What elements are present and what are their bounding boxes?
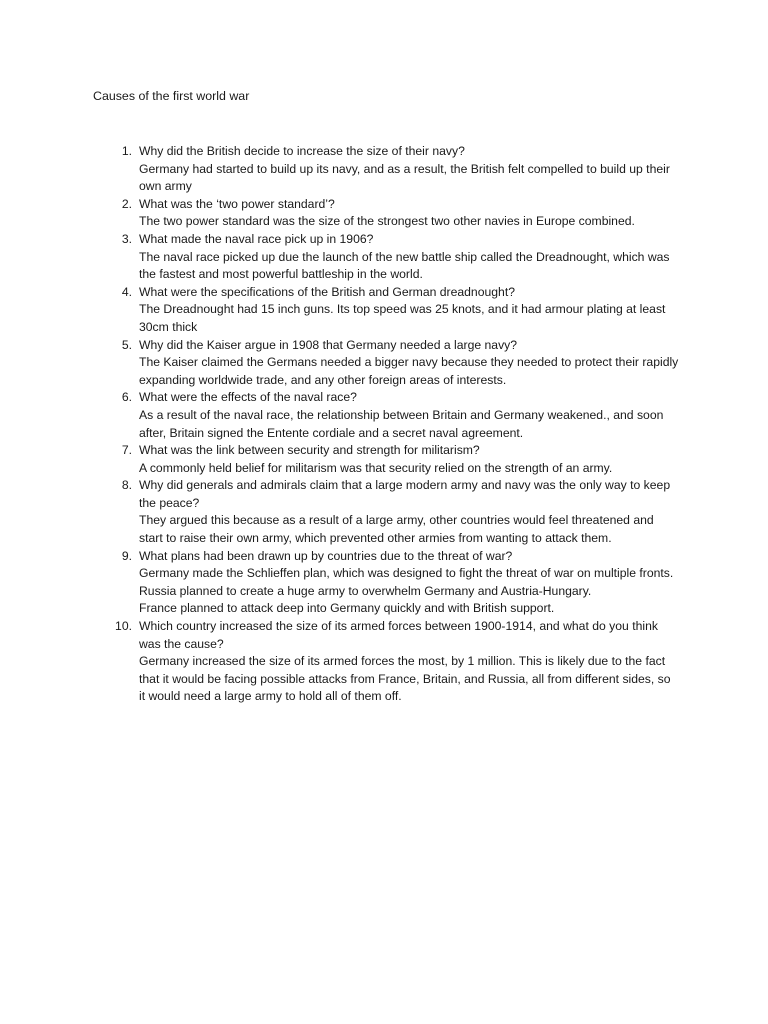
answer-text: Russia planned to create a huge army to overwhelm Germany and Austria-Hungary. bbox=[139, 583, 592, 598]
item-number: 5. bbox=[121, 337, 132, 352]
item-number: 3. bbox=[121, 231, 132, 246]
answer-text: Germany increased the size of its armed forces the most, by 1 million. This is likely due to the fact that it would be facing possible attacks from France, Britain, and Russia, all from different sides, so it would need a large army to hold all of them off. bbox=[139, 654, 671, 704]
answer-text: The naval race picked up due the launch of the new battle ship called the Dreadnought, which was the fastest and most powerful battleship in the world. bbox=[139, 249, 670, 282]
item-number: 7. bbox=[121, 443, 132, 458]
question-text: What were the specifications of the British and German dreadnought? bbox=[139, 284, 515, 299]
question-text: What made the naval race pick up in 1906? bbox=[139, 231, 374, 246]
document-title: Causes of the first world war bbox=[93, 89, 250, 103]
list-item bbox=[121, 389, 679, 442]
list-item bbox=[121, 196, 679, 231]
item-number: 1. bbox=[121, 144, 132, 158]
answer-text: Germany made the Schlieffen plan, which was designed to fight the threat of war on multiple fronts. bbox=[139, 566, 674, 581]
question-text: What was the ‘two power standard’? bbox=[139, 196, 335, 211]
item-number: 10. bbox=[115, 619, 132, 634]
answer-text: The Dreadnought had 15 inch guns. Its top speed was 25 knots, and it had armour plating at least 30cm thick bbox=[139, 302, 666, 334]
list-item bbox=[121, 284, 679, 337]
list-item bbox=[121, 442, 679, 477]
list-item bbox=[121, 477, 679, 547]
item-number: 8. bbox=[121, 478, 132, 493]
answer-text: Germany had started to build up its navy, and as a result, the British felt compelled to build up their own army bbox=[139, 161, 670, 194]
answer-text: As a result of the naval race, the relationship between Britain and Germany weakened., and soon after, Britain signed the Entente cordiale and a secret naval agreement. bbox=[139, 407, 664, 440]
question-text: What were the effects of the naval race? bbox=[139, 390, 357, 405]
answer-text: They argued this because as a result of a large army, other countries would feel threatened and start to raise their own army, which prevented other armies from wanting to attack them. bbox=[139, 513, 654, 546]
question-text: Which country increased the size of its armed forces between 1900-1914, and what do you think was the cause? bbox=[139, 619, 658, 651]
list-item bbox=[121, 548, 679, 618]
answer-text: The Kaiser claimed the Germans needed a bigger navy because they needed to protect their rapidly expanding worldwide trade, and any other foreign areas of interests. bbox=[139, 355, 679, 387]
question-text: What plans had been drawn up by countries due to the threat of war? bbox=[139, 548, 513, 563]
item-number: 6. bbox=[121, 390, 132, 405]
list-item bbox=[115, 618, 679, 706]
question-text: Why did generals and admirals claim that a large modern army and navy was the only way to keep the peace? bbox=[139, 478, 671, 510]
question-text: Why did the Kaiser argue in 1908 that Germany needed a large navy? bbox=[139, 337, 518, 352]
answer-text: France planned to attack deep into Germany quickly and with British support. bbox=[139, 601, 555, 616]
list-item bbox=[121, 143, 679, 196]
answer-text: The two power standard was the size of the strongest two other navies in Europe combined. bbox=[139, 214, 635, 229]
item-number: 2. bbox=[121, 196, 132, 211]
list-item bbox=[121, 337, 679, 390]
question-list bbox=[115, 143, 679, 706]
question-text: Why did the British decide to increase the size of their navy? bbox=[139, 144, 465, 158]
question-text: What was the link between security and strength for militarism? bbox=[139, 443, 480, 458]
item-number: 4. bbox=[121, 284, 132, 299]
item-number: 9. bbox=[121, 548, 132, 563]
answer-text: A commonly held belief for militarism was that security relied on the strength of an army. bbox=[139, 460, 613, 475]
list-item bbox=[121, 231, 679, 284]
